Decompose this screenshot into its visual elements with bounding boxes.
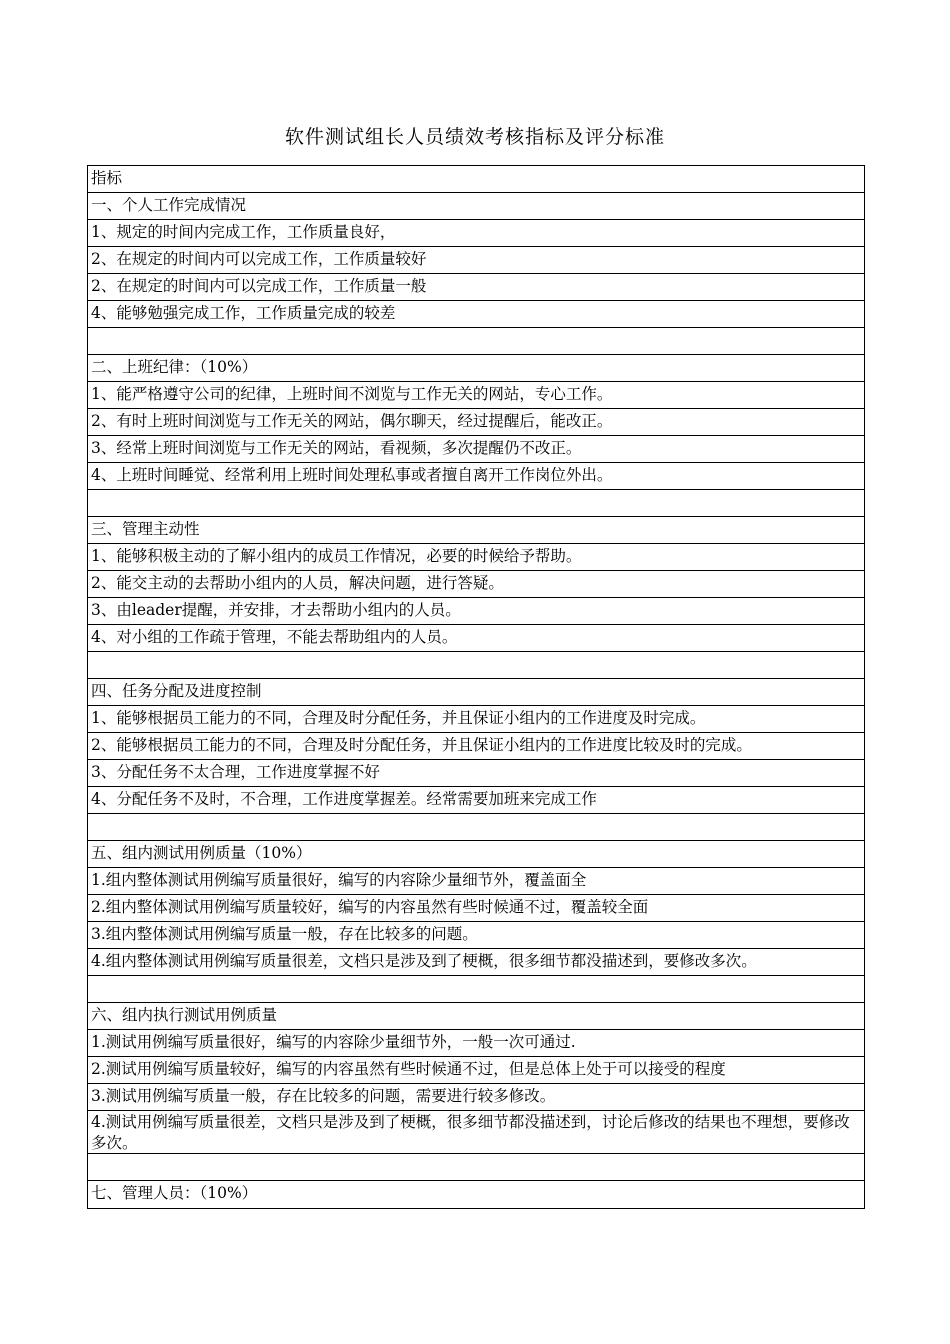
table-cell: 3.组内整体测试用例编写质量一般，存在比较多的问题。: [91, 925, 478, 943]
table-cell: 1、能严格遵守公司的纪律，上班时间不浏览与工作无关的网站，专心工作。: [91, 385, 613, 403]
table-row: [88, 571, 864, 598]
table-row: [88, 220, 864, 247]
table-row-blank: [88, 814, 864, 841]
table-cell: 1、能够积极主动的了解小组内的成员工作情况，必要的时候给予帮助。: [91, 547, 582, 565]
table-row-blank: [88, 652, 864, 679]
table-cell: 1、规定的时间内完成工作，工作质量良好，: [91, 223, 396, 241]
table-row: [88, 760, 864, 787]
table-row: [88, 706, 864, 733]
table-cell: 一、个人工作完成情况: [91, 196, 247, 214]
table-row: [88, 733, 864, 760]
table-cell: 指标: [91, 169, 123, 187]
table-cell: 3、经常上班时间浏览与工作无关的网站，看视频，多次提醒仍不改正。: [91, 439, 582, 457]
table-cell: 五、组内测试用例质量（10%）: [91, 844, 312, 862]
table-row: [88, 1057, 864, 1084]
table-row-section: [88, 517, 864, 544]
table-cell: 1.测试用例编写质量很好，编写的内容除少量细节外，一般一次可通过.: [91, 1033, 576, 1051]
table-row: [88, 787, 864, 814]
table-row: [88, 247, 864, 274]
table-row: [88, 382, 864, 409]
table-row-blank: [88, 328, 864, 355]
table-cell: 4、对小组的工作疏于管理，不能去帮助组内的人员。: [91, 628, 458, 646]
table-cell: 2.组内整体测试用例编写质量较好，编写的内容虽然有些时候通不过，覆盖较全面: [91, 898, 649, 916]
table-cell: 3.测试用例编写质量一般，存在比较多的问题，需要进行较多修改。: [91, 1087, 556, 1105]
table-row-blank: [88, 490, 864, 517]
table-row: [88, 301, 864, 328]
table-cell: 2、能交主动的去帮助小组内的人员，解决问题，进行答疑。: [91, 574, 504, 592]
table-row: [88, 895, 864, 922]
table-row: [88, 436, 864, 463]
page-title: 软件测试组长人员绩效考核指标及评分标准: [284, 126, 665, 148]
table-row-blank: [88, 976, 864, 1003]
table-row: [88, 409, 864, 436]
table-cell: 3、分配任务不太合理，工作进度掌握不好: [91, 763, 380, 781]
table-cell: 2、有时上班时间浏览与工作无关的网站，偶尔聊天，经过提醒后，能改正。: [91, 412, 613, 430]
table-row-section: [88, 193, 864, 220]
criteria-table: [87, 165, 865, 1209]
table-cell: 1、能够根据员工能力的不同，合理及时分配任务，并且保证小组内的工作进度及时完成。: [91, 709, 706, 727]
table-row: [88, 868, 864, 895]
table-cell: 2、能够根据员工能力的不同，合理及时分配任务，并且保证小组内的工作进度比较及时的完成。: [91, 736, 752, 754]
table-cell: 2.测试用例编写质量较好，编写的内容虽然有些时候通不过，但是总体上处于可以接受的程度: [91, 1060, 726, 1078]
table-row: [88, 625, 864, 652]
table-cell: 2、在规定的时间内可以完成工作，工作质量一般: [91, 277, 427, 295]
table-row: [88, 1030, 864, 1057]
table-row: [88, 598, 864, 625]
table-cell: 六、组内执行测试用例质量: [91, 1006, 278, 1024]
table-row-section: [88, 679, 864, 706]
table-cell: 4.组内整体测试用例编写质量很差，文档只是涉及到了梗概，很多细节都没描述到，要修改多次。: [91, 952, 757, 970]
table-row-section: [88, 1181, 864, 1208]
table-row: [88, 949, 864, 976]
table-row-section: [88, 355, 864, 382]
table-row: [88, 1084, 864, 1111]
table-cell: 三、管理主动性: [91, 520, 200, 538]
table-cell: 3、由leader提醒，并安排，才去帮助小组内的人员。: [91, 601, 461, 619]
table-row: [88, 922, 864, 949]
table-row: [88, 544, 864, 571]
table-row: [88, 1111, 864, 1154]
table-row: [88, 274, 864, 301]
table-cell: 二、上班纪律：（10%）: [91, 358, 258, 376]
table-row-section: [88, 1003, 864, 1030]
table-row-blank: [88, 1154, 864, 1181]
table-cell: 4、上班时间睡觉、经常利用上班时间处理私事或者擅自离开工作岗位外出。: [91, 466, 613, 484]
table-cell: 七、管理人员：（10%）: [91, 1184, 258, 1202]
table-row-header: [88, 166, 864, 193]
table-cell: 2、在规定的时间内可以完成工作，工作质量较好: [91, 250, 427, 268]
table-cell: 1.组内整体测试用例编写质量很好，编写的内容除少量细节外，覆盖面全: [91, 871, 587, 889]
table-cell: 4、能够勉强完成工作，工作质量完成的较差: [91, 304, 396, 322]
table-row-section: [88, 841, 864, 868]
table-cell: 4.测试用例编写质量很差，文档只是涉及到了梗概，很多细节都没描述到，讨论后修改的结果也不理想，要修改多次。: [91, 1113, 850, 1152]
table-row: [88, 463, 864, 490]
table-cell: 4、分配任务不及时，不合理，工作进度掌握差。经常需要加班来完成工作: [91, 790, 597, 808]
table-cell: 四、任务分配及进度控制: [91, 682, 262, 700]
